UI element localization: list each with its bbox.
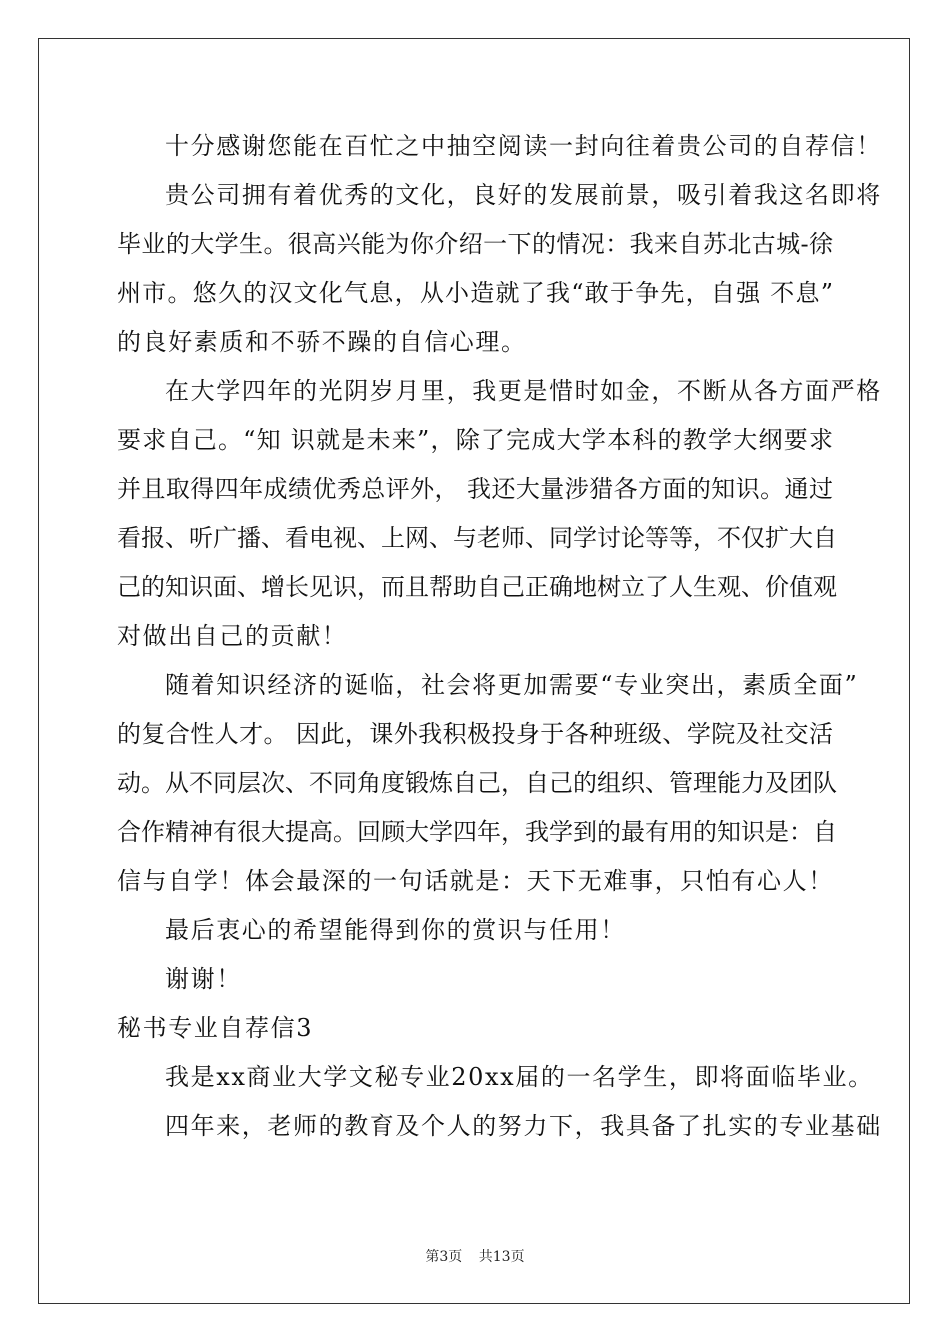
paragraph-line-17: 最后衷心的希望能得到你的赏识与任用！ xyxy=(165,916,626,944)
document-body xyxy=(117,122,882,1151)
section-heading: 秘书专业自荐信3 xyxy=(117,1014,314,1042)
page-number: 第3页 xyxy=(425,1249,463,1265)
paragraph-line-11: 对做出自己的贡献！ xyxy=(117,622,348,650)
paragraph-line-14: 动。从不同层次、不同角度锻炼自己，自己的组织、管理能力及团队 xyxy=(117,769,837,797)
paragraph-line-12: 随着知识经济的诞临，社会将更加需要“专业突出，素质全面” xyxy=(165,671,859,699)
paragraph-line-3: 毕业的大学生。很高兴能为你介绍一下的情况：我来自苏北古城-徐 xyxy=(117,230,833,258)
paragraph-line-8: 并且取得四年成绩优秀总评外， 我还大量涉猎各方面的知识。通过 xyxy=(117,475,833,503)
page-total: 共13页 xyxy=(478,1249,525,1265)
paragraph-line-4: 州市。悠久的汉文化气息，从小造就了我“敢于争先，自强 不息” xyxy=(117,279,833,307)
paragraph-line-21: 四年来，老师的教育及个人的努力下，我具备了扎实的专业基础 xyxy=(165,1112,882,1140)
paragraph-line-10: 己的知识面、增长见识，而且帮助自己正确地树立了人生观、价值观 xyxy=(117,573,837,601)
paragraph-line-16: 信与自学！体会最深的一句话就是：天下无难事，只怕有心人！ xyxy=(117,867,834,895)
paragraph-line-13: 的复合性人才。 因此，课外我积极投身于各种班级、学院及社交活 xyxy=(117,720,833,748)
page-footer xyxy=(0,1246,950,1266)
paragraph-line-5: 的良好素质和不骄不躁的自信心理。 xyxy=(117,328,527,356)
paragraph-line-7: 要求自己。“知 识就是未来”，除了完成大学本科的教学大纲要求 xyxy=(117,426,833,454)
paragraph-line-6: 在大学四年的光阴岁月里，我更是惜时如金，不断从各方面严格 xyxy=(165,377,882,405)
paragraph-line-20: 我是xx商业大学文秘专业20xx届的一名学生，即将面临毕业。 xyxy=(165,1063,874,1091)
paragraph-line-18: 谢谢！ xyxy=(165,965,242,993)
paragraph-line-1: 十分感谢您能在百忙之中抽空阅读一封向往着贵公司的自荐信！ xyxy=(165,132,882,160)
paragraph-line-9: 看报、听广播、看电视、上网、与老师、同学讨论等等，不仅扩大自 xyxy=(117,524,837,552)
paragraph-line-15: 合作精神有很大提高。回顾大学四年，我学到的最有用的知识是：自 xyxy=(117,818,837,846)
paragraph-line-2: 贵公司拥有着优秀的文化，良好的发展前景，吸引着我这名即将 xyxy=(165,181,882,209)
